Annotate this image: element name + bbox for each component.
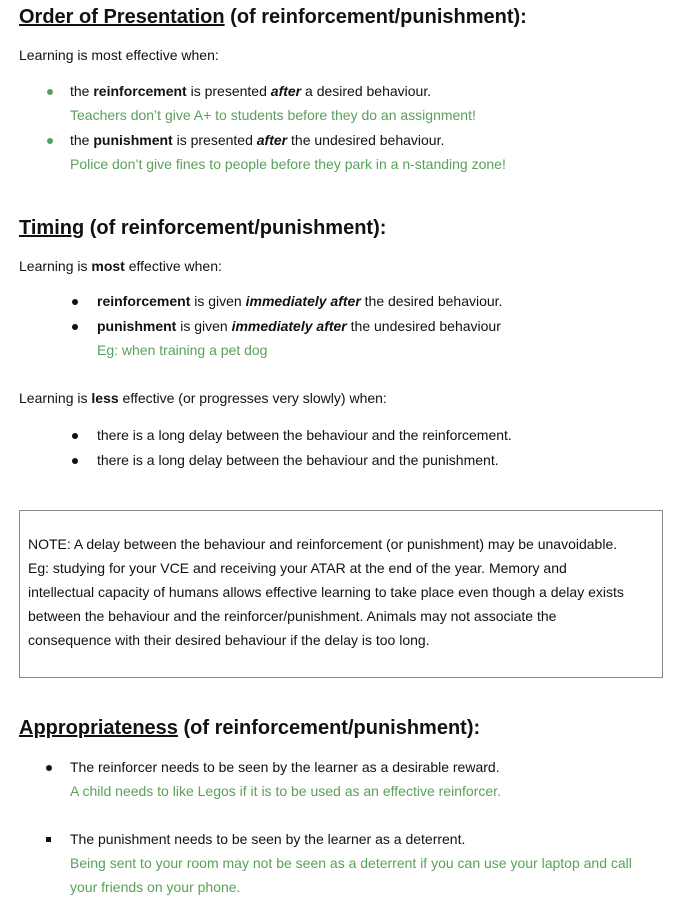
section2-bullet-2: punishment is given immediately after the undesired behaviour bbox=[97, 318, 501, 334]
section3-bullet-1: The reinforcer needs to be seen by the learner as a desirable reward. bbox=[70, 759, 500, 775]
section2-intro: Learning is most effective when: bbox=[19, 258, 222, 274]
section1-intro: Learning is most effective when: bbox=[19, 47, 219, 63]
bullet-dot bbox=[72, 433, 78, 439]
section2-less-intro: Learning is less effective (or progresses very slowly) when: bbox=[19, 390, 387, 406]
section2-example: Eg: when training a pet dog bbox=[97, 342, 268, 358]
note-line: Eg: studying for your VCE and receiving your ATAR at the end of the year. Memory and bbox=[28, 560, 567, 576]
bullet-dot bbox=[72, 458, 78, 464]
section1-example-1: Teachers don’t give A+ to students before they do an assignment! bbox=[70, 107, 476, 123]
section3-bullet-2: The punishment needs to be seen by the learner as a deterrent. bbox=[70, 831, 466, 847]
section1-bullet-2: the punishment is presented after the undesired behaviour. bbox=[70, 132, 445, 148]
heading-order-of-presentation: Order of Presentation (of reinforcement/punishment): bbox=[19, 6, 527, 28]
section1-bullet-1: the reinforcement is presented after a desired behaviour. bbox=[70, 83, 432, 99]
bullet-dot bbox=[72, 324, 78, 330]
section1-example-2: Police don’t give fines to people before they park in a n-standing zone! bbox=[70, 156, 506, 172]
section3-example-2-cont: your friends on your phone. bbox=[70, 879, 241, 895]
bullet-square bbox=[46, 837, 51, 842]
bullet-dot bbox=[47, 89, 53, 95]
bullet-dot bbox=[46, 765, 52, 771]
section2-bullet-3: there is a long delay between the behaviour and the reinforcement. bbox=[97, 427, 512, 443]
heading-timing: Timing (of reinforcement/punishment): bbox=[19, 217, 387, 239]
bullet-dot bbox=[47, 138, 53, 144]
section2-bullet-4: there is a long delay between the behaviour and the punishment. bbox=[97, 452, 499, 468]
note-line: NOTE: A delay between the behaviour and reinforcement (or punishment) may be unavoidable. bbox=[28, 536, 618, 552]
bullet-dot bbox=[72, 299, 78, 305]
section2-bullet-1: reinforcement is given immediately after the desired behaviour. bbox=[97, 293, 503, 309]
note-line: intellectual capacity of humans allows effective learning to take place even though a delay exists bbox=[28, 584, 624, 600]
section3-example-2: Being sent to your room may not be seen as a deterrent if you can use your laptop and call bbox=[70, 855, 632, 871]
heading-appropriateness: Appropriateness (of reinforcement/punishment): bbox=[19, 717, 481, 739]
note-line: between the behaviour and the reinforcer/punishment. Animals may not associate the bbox=[28, 608, 557, 624]
section3-example-1: A child needs to like Legos if it is to be used as an effective reinforcer. bbox=[70, 783, 501, 799]
note-line: consequence with their desired behaviour if the delay is too long. bbox=[28, 632, 430, 648]
